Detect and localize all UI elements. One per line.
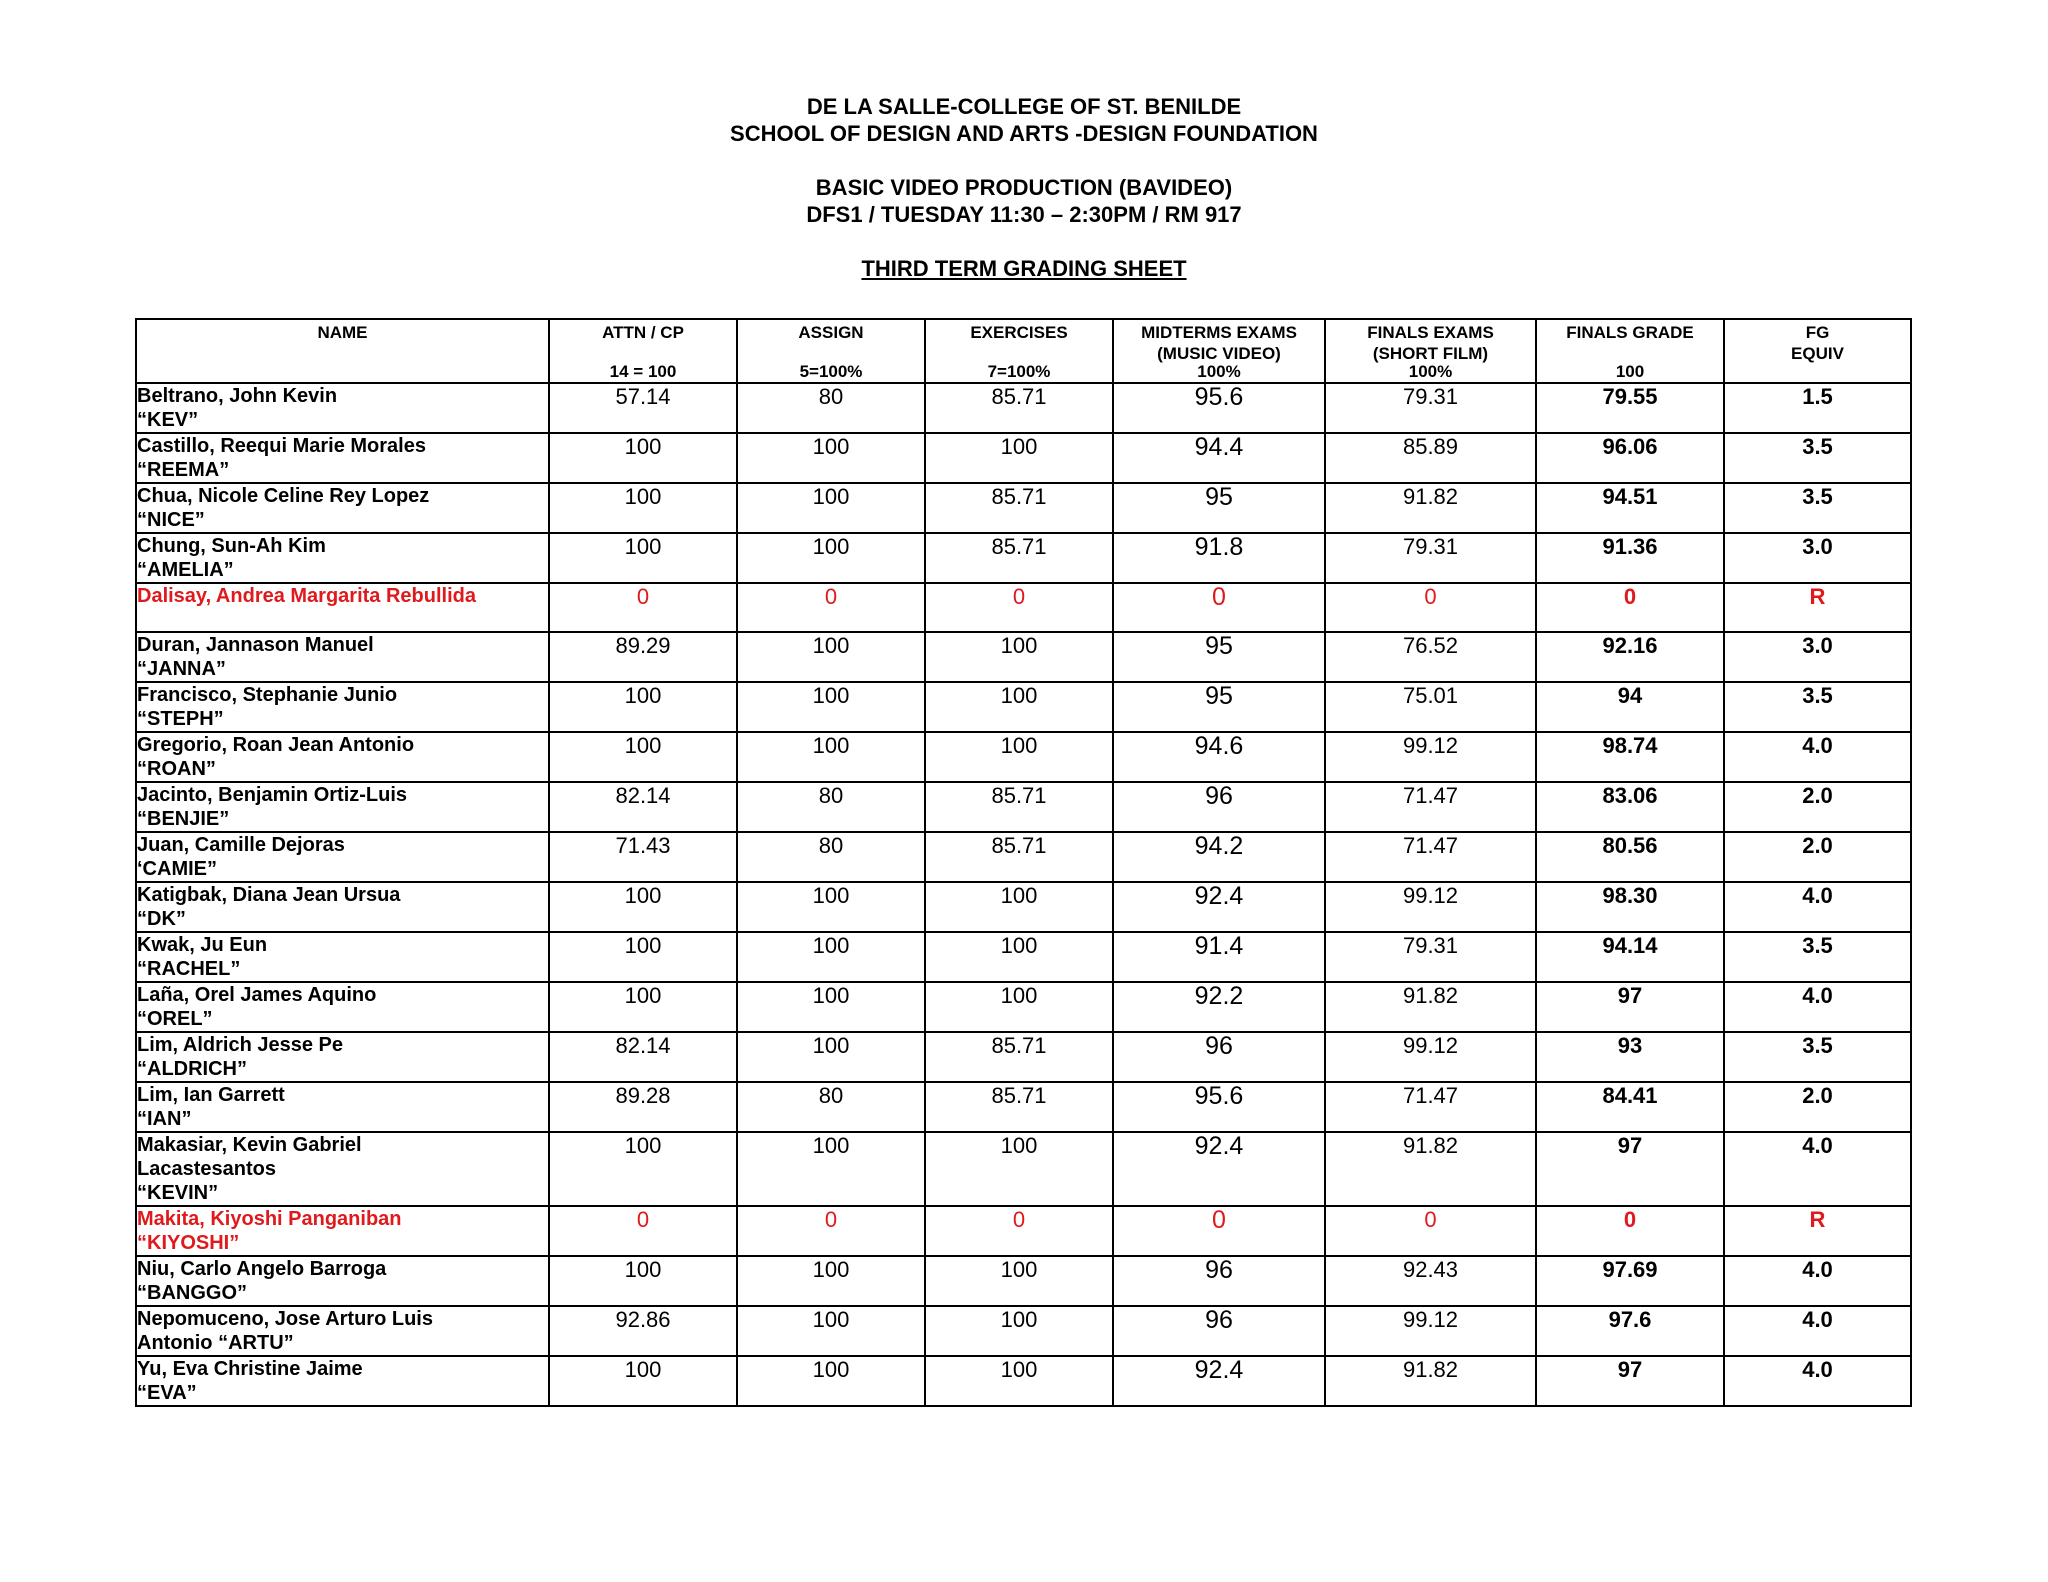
attendance-cell: 100 — [549, 682, 737, 732]
student-name-cell — [136, 682, 549, 732]
midterms-cell: 92.4 — [1113, 1132, 1325, 1206]
finals-grade-cell: 94.51 — [1536, 483, 1724, 533]
table-row — [136, 682, 1911, 732]
attendance-cell: 89.28 — [549, 1082, 737, 1132]
header-scale: 100% — [1197, 362, 1241, 381]
fg-equiv-cell: 3.0 — [1724, 632, 1911, 682]
student-name: Lim, Ian Garrett — [137, 1084, 285, 1106]
department-name: SCHOOL OF DESIGN AND ARTS -DESIGN FOUNDATION — [730, 121, 1318, 146]
student-name-cell — [136, 882, 549, 932]
attendance-cell: 100 — [549, 433, 737, 483]
finals-exam-cell: 99.12 — [1325, 732, 1536, 782]
exercises-cell: 100 — [925, 1306, 1113, 1356]
student-name: Niu, Carlo Angelo Barroga — [137, 1258, 387, 1280]
midterms-cell: 94.4 — [1113, 433, 1325, 483]
assign-cell: 100 — [737, 533, 925, 583]
fg-equiv-cell: 4.0 — [1724, 982, 1911, 1032]
student-name: Chung, Sun-Ah Kim — [137, 535, 326, 557]
table-row — [136, 1256, 1911, 1306]
finals-grade-cell: 97 — [1536, 982, 1724, 1032]
fg-equiv-cell: 4.0 — [1724, 1306, 1911, 1356]
col-assign-header — [737, 319, 925, 383]
attendance-cell: 100 — [549, 1356, 737, 1406]
student-nickname: “REEMA” — [137, 459, 230, 481]
student-nickname: “AMELIA” — [137, 559, 234, 581]
attendance-cell: 57.14 — [549, 383, 737, 433]
table-row — [136, 832, 1911, 882]
midterms-cell: 91.4 — [1113, 932, 1325, 982]
student-name: Kwak, Ju Eun — [137, 934, 268, 956]
finals-exam-cell: 79.31 — [1325, 533, 1536, 583]
midterms-cell: 95 — [1113, 483, 1325, 533]
header-scale: 100% — [1408, 362, 1453, 381]
finals-exam-cell: 0 — [1325, 1206, 1536, 1256]
attendance-cell: 100 — [549, 1132, 737, 1206]
table-header-row — [136, 319, 1911, 383]
col-exercises-header — [925, 319, 1113, 383]
student-name-cell — [136, 583, 549, 632]
header-label: EXERCISES — [970, 323, 1068, 342]
finals-grade-cell: 80.56 — [1536, 832, 1724, 882]
finals-grade-cell: 94 — [1536, 682, 1724, 732]
finals-grade-cell: 93 — [1536, 1032, 1724, 1082]
finals-exam-cell: 91.82 — [1325, 1132, 1536, 1206]
attendance-cell: 100 — [549, 732, 737, 782]
assign-cell: 100 — [737, 1032, 925, 1082]
fg-equiv-cell: 3.5 — [1724, 433, 1911, 483]
assign-cell: 0 — [737, 583, 925, 632]
student-name-cell — [136, 1256, 549, 1306]
student-nickname: “KEVIN” — [137, 1182, 219, 1204]
finals-exam-cell: 91.82 — [1325, 982, 1536, 1032]
midterms-cell: 96 — [1113, 782, 1325, 832]
student-nickname: “RACHEL” — [137, 958, 241, 980]
attendance-cell: 0 — [549, 1206, 737, 1256]
student-name: Makita, Kiyoshi Panganiban — [137, 1208, 402, 1230]
fg-equiv-cell: R — [1724, 583, 1911, 632]
assign-cell: 100 — [737, 483, 925, 533]
student-nickname: “OREL” — [137, 1008, 213, 1030]
exercises-cell: 85.71 — [925, 1082, 1113, 1132]
assign-cell: 100 — [737, 982, 925, 1032]
student-name-cell — [136, 1082, 549, 1132]
fg-equiv-cell: 1.5 — [1724, 383, 1911, 433]
col-finals-grade-header — [1536, 319, 1724, 383]
attendance-cell: 100 — [549, 533, 737, 583]
finals-grade-cell: 94.14 — [1536, 932, 1724, 982]
assign-cell: 100 — [737, 1356, 925, 1406]
fg-equiv-cell: 4.0 — [1724, 1256, 1911, 1306]
assign-cell: 80 — [737, 782, 925, 832]
exercises-cell: 85.71 — [925, 832, 1113, 882]
student-name: Laña, Orel James Aquino — [137, 984, 377, 1006]
exercises-cell: 85.71 — [925, 483, 1113, 533]
student-nickname: ‘CAMIE” — [137, 858, 217, 880]
exercises-cell: 100 — [925, 882, 1113, 932]
fg-equiv-cell: 3.5 — [1724, 932, 1911, 982]
col-finals-exam-header — [1325, 319, 1536, 383]
exercises-cell: 100 — [925, 932, 1113, 982]
finals-exam-cell: 91.82 — [1325, 483, 1536, 533]
assign-cell: 100 — [737, 632, 925, 682]
assign-cell: 100 — [737, 682, 925, 732]
finals-grade-cell: 97.6 — [1536, 1306, 1724, 1356]
fg-equiv-cell: 4.0 — [1724, 1356, 1911, 1406]
exercises-cell: 85.71 — [925, 383, 1113, 433]
assign-cell: 100 — [737, 433, 925, 483]
student-nickname: “STEPH” — [137, 708, 224, 730]
fg-equiv-cell: 2.0 — [1724, 832, 1911, 882]
student-name: Gregorio, Roan Jean Antonio — [137, 734, 415, 756]
attendance-cell: 100 — [549, 982, 737, 1032]
col-midterms-header — [1113, 319, 1325, 383]
student-nickname: “KIYOSHI” — [137, 1232, 240, 1254]
finals-grade-cell: 97.69 — [1536, 1256, 1724, 1306]
assign-cell: 100 — [737, 732, 925, 782]
col-name-header — [136, 319, 549, 383]
midterms-cell: 94.6 — [1113, 732, 1325, 782]
header-label: NAME — [317, 323, 368, 342]
student-nickname: “JANNA” — [137, 658, 226, 680]
student-name: Dalisay, Andrea Margarita Rebullida — [137, 585, 476, 607]
student-name: Castillo, Reequi Marie Morales — [137, 435, 426, 457]
student-name: Yu, Eva Christine Jaime — [137, 1358, 363, 1380]
finals-grade-cell: 0 — [1536, 583, 1724, 632]
student-name: Katigbak, Diana Jean Ursua — [137, 884, 401, 906]
fg-equiv-cell: 4.0 — [1724, 882, 1911, 932]
finals-exam-cell: 75.01 — [1325, 682, 1536, 732]
student-name-cell — [136, 1206, 549, 1256]
student-name-cell — [136, 483, 549, 533]
student-nickname: “BANGGO” — [137, 1282, 247, 1304]
table-row — [136, 583, 1911, 632]
attendance-cell: 92.86 — [549, 1306, 737, 1356]
student-name: Jacinto, Benjamin Ortiz-Luis — [137, 784, 408, 806]
finals-grade-cell: 97 — [1536, 1132, 1724, 1206]
table-row — [136, 1356, 1911, 1406]
table-row — [136, 1206, 1911, 1256]
student-name-cell — [136, 1306, 549, 1356]
finals-exam-cell: 76.52 — [1325, 632, 1536, 682]
attendance-cell: 71.43 — [549, 832, 737, 882]
table-row — [136, 483, 1911, 533]
exercises-cell: 0 — [925, 1206, 1113, 1256]
exercises-cell: 0 — [925, 583, 1113, 632]
finals-exam-cell: 85.89 — [1325, 433, 1536, 483]
student-nickname: “BENJIE” — [137, 808, 230, 830]
student-name-cell — [136, 732, 549, 782]
finals-exam-cell: 79.31 — [1325, 932, 1536, 982]
col-fg-equiv-header — [1724, 319, 1911, 383]
table-row — [136, 1132, 1911, 1206]
student-nickname: Antonio “ARTU” — [137, 1332, 294, 1354]
finals-grade-cell: 97 — [1536, 1356, 1724, 1406]
student-name-cell — [136, 1132, 549, 1206]
attendance-cell: 100 — [549, 932, 737, 982]
finals-exam-cell: 71.47 — [1325, 782, 1536, 832]
exercises-cell: 85.71 — [925, 782, 1113, 832]
header-scale: 100 — [1615, 362, 1645, 381]
attendance-cell: 100 — [549, 882, 737, 932]
assign-cell: 80 — [737, 832, 925, 882]
header-label: ASSIGN — [798, 323, 864, 342]
finals-grade-cell: 98.74 — [1536, 732, 1724, 782]
student-name-cell — [136, 632, 549, 682]
student-name-cell — [136, 982, 549, 1032]
student-name: Makasiar, Kevin Gabriel — [137, 1134, 362, 1156]
student-nickname: “DK” — [137, 908, 186, 930]
midterms-cell: 95 — [1113, 632, 1325, 682]
document-header — [0, 93, 2048, 282]
table-row — [136, 932, 1911, 982]
fg-equiv-cell: 3.5 — [1724, 1032, 1911, 1082]
attendance-cell: 0 — [549, 583, 737, 632]
midterms-cell: 96 — [1113, 1032, 1325, 1082]
midterms-cell: 92.4 — [1113, 1356, 1325, 1406]
exercises-cell: 100 — [925, 732, 1113, 782]
finals-grade-cell: 98.30 — [1536, 882, 1724, 932]
header-scale: 14 = 100 — [609, 362, 677, 381]
header-label: MIDTERMS EXAMS (MUSIC VIDEO) — [1141, 323, 1297, 363]
finals-grade-cell: 92.16 — [1536, 632, 1724, 682]
student-name-cell — [136, 383, 549, 433]
finals-grade-cell: 96.06 — [1536, 433, 1724, 483]
student-nickname: “NICE” — [137, 509, 205, 531]
finals-exam-cell: 71.47 — [1325, 1082, 1536, 1132]
col-attendance-header — [549, 319, 737, 383]
midterms-cell: 96 — [1113, 1306, 1325, 1356]
finals-exam-cell: 99.12 — [1325, 1306, 1536, 1356]
header-label: ATTN / CP — [602, 323, 684, 342]
fg-equiv-cell: 3.5 — [1724, 682, 1911, 732]
student-name-cell — [136, 832, 549, 882]
table-row — [136, 882, 1911, 932]
finals-exam-cell: 79.31 — [1325, 383, 1536, 433]
header-scale: 5=100% — [799, 362, 863, 381]
student-name: Nepomuceno, Jose Arturo Luis — [137, 1308, 433, 1330]
attendance-cell: 100 — [549, 1256, 737, 1306]
student-name: Francisco, Stephanie Junio — [137, 684, 398, 706]
finals-exam-cell: 71.47 — [1325, 832, 1536, 882]
attendance-cell: 100 — [549, 483, 737, 533]
student-name: Duran, Jannason Manuel — [137, 634, 374, 656]
table-row — [136, 383, 1911, 433]
header-label: FG EQUIV — [1791, 323, 1844, 363]
table-row — [136, 533, 1911, 583]
midterms-cell: 0 — [1113, 1206, 1325, 1256]
midterms-cell: 91.8 — [1113, 533, 1325, 583]
table-row — [136, 732, 1911, 782]
finals-grade-cell: 0 — [1536, 1206, 1724, 1256]
finals-exam-cell: 92.43 — [1325, 1256, 1536, 1306]
midterms-cell: 95.6 — [1113, 1082, 1325, 1132]
student-nickname: “KEV” — [137, 409, 199, 431]
finals-exam-cell: 99.12 — [1325, 1032, 1536, 1082]
assign-cell: 100 — [737, 882, 925, 932]
student-nickname: “ALDRICH” — [137, 1058, 247, 1080]
table-row — [136, 632, 1911, 682]
student-name-cell — [136, 782, 549, 832]
header-label: FINALS EXAMS (SHORT FILM) — [1367, 323, 1494, 363]
exercises-cell: 100 — [925, 632, 1113, 682]
finals-exam-cell: 99.12 — [1325, 882, 1536, 932]
student-nickname: “IAN” — [137, 1108, 192, 1130]
assign-cell: 80 — [737, 1082, 925, 1132]
assign-cell: 100 — [737, 1132, 925, 1206]
table-body — [136, 383, 1911, 1406]
student-name-cell — [136, 1032, 549, 1082]
student-name: Juan, Camille Dejoras — [137, 834, 345, 856]
student-name: Beltrano, John Kevin — [137, 385, 338, 407]
finals-grade-cell: 83.06 — [1536, 782, 1724, 832]
sheet-title: THIRD TERM GRADING SHEET — [861, 256, 1187, 281]
finals-exam-cell: 91.82 — [1325, 1356, 1536, 1406]
student-nickname: “ROAN” — [137, 758, 216, 780]
table-row — [136, 1082, 1911, 1132]
exercises-cell: 100 — [925, 682, 1113, 732]
midterms-cell: 95 — [1113, 682, 1325, 732]
exercises-cell: 100 — [925, 1256, 1113, 1306]
fg-equiv-cell: 4.0 — [1724, 1132, 1911, 1206]
midterms-cell: 94.2 — [1113, 832, 1325, 882]
table-row — [136, 982, 1911, 1032]
table-row — [136, 1306, 1911, 1356]
student-nickname: “EVA” — [137, 1382, 197, 1404]
fg-equiv-cell: 4.0 — [1724, 732, 1911, 782]
attendance-cell: 82.14 — [549, 782, 737, 832]
midterms-cell: 92.2 — [1113, 982, 1325, 1032]
midterms-cell: 0 — [1113, 583, 1325, 632]
exercises-cell: 85.71 — [925, 533, 1113, 583]
finals-exam-cell: 0 — [1325, 583, 1536, 632]
fg-equiv-cell: 3.5 — [1724, 483, 1911, 533]
exercises-cell: 100 — [925, 1132, 1113, 1206]
student-name-cell — [136, 433, 549, 483]
fg-equiv-cell: 2.0 — [1724, 1082, 1911, 1132]
student-name: Lacastesantos — [137, 1158, 276, 1180]
student-name-cell — [136, 1356, 549, 1406]
class-schedule: DFS1 / TUESDAY 11:30 – 2:30PM / RM 917 — [806, 202, 1242, 227]
assign-cell: 80 — [737, 383, 925, 433]
grading-table — [135, 318, 1912, 1407]
midterms-cell: 92.4 — [1113, 882, 1325, 932]
midterms-cell: 95.6 — [1113, 383, 1325, 433]
table-row — [136, 782, 1911, 832]
finals-grade-cell: 84.41 — [1536, 1082, 1724, 1132]
attendance-cell: 89.29 — [549, 632, 737, 682]
course-title: BASIC VIDEO PRODUCTION (BAVIDEO) — [815, 175, 1233, 200]
midterms-cell: 96 — [1113, 1256, 1325, 1306]
assign-cell: 100 — [737, 932, 925, 982]
student-name-cell — [136, 533, 549, 583]
fg-equiv-cell: R — [1724, 1206, 1911, 1256]
attendance-cell: 82.14 — [549, 1032, 737, 1082]
assign-cell: 100 — [737, 1306, 925, 1356]
finals-grade-cell: 79.55 — [1536, 383, 1724, 433]
table-row — [136, 433, 1911, 483]
fg-equiv-cell: 2.0 — [1724, 782, 1911, 832]
exercises-cell: 100 — [925, 1356, 1113, 1406]
student-name: Lim, Aldrich Jesse Pe — [137, 1034, 344, 1056]
fg-equiv-cell: 3.0 — [1724, 533, 1911, 583]
finals-grade-cell: 91.36 — [1536, 533, 1724, 583]
header-label: FINALS GRADE — [1566, 323, 1694, 342]
student-name: Chua, Nicole Celine Rey Lopez — [137, 485, 430, 507]
assign-cell: 100 — [737, 1256, 925, 1306]
header-scale: 7=100% — [987, 362, 1051, 381]
exercises-cell: 85.71 — [925, 1032, 1113, 1082]
student-name-cell — [136, 932, 549, 982]
assign-cell: 0 — [737, 1206, 925, 1256]
exercises-cell: 100 — [925, 433, 1113, 483]
school-name: DE LA SALLE-COLLEGE OF ST. BENILDE — [806, 94, 1242, 119]
table-row — [136, 1032, 1911, 1082]
exercises-cell: 100 — [925, 982, 1113, 1032]
